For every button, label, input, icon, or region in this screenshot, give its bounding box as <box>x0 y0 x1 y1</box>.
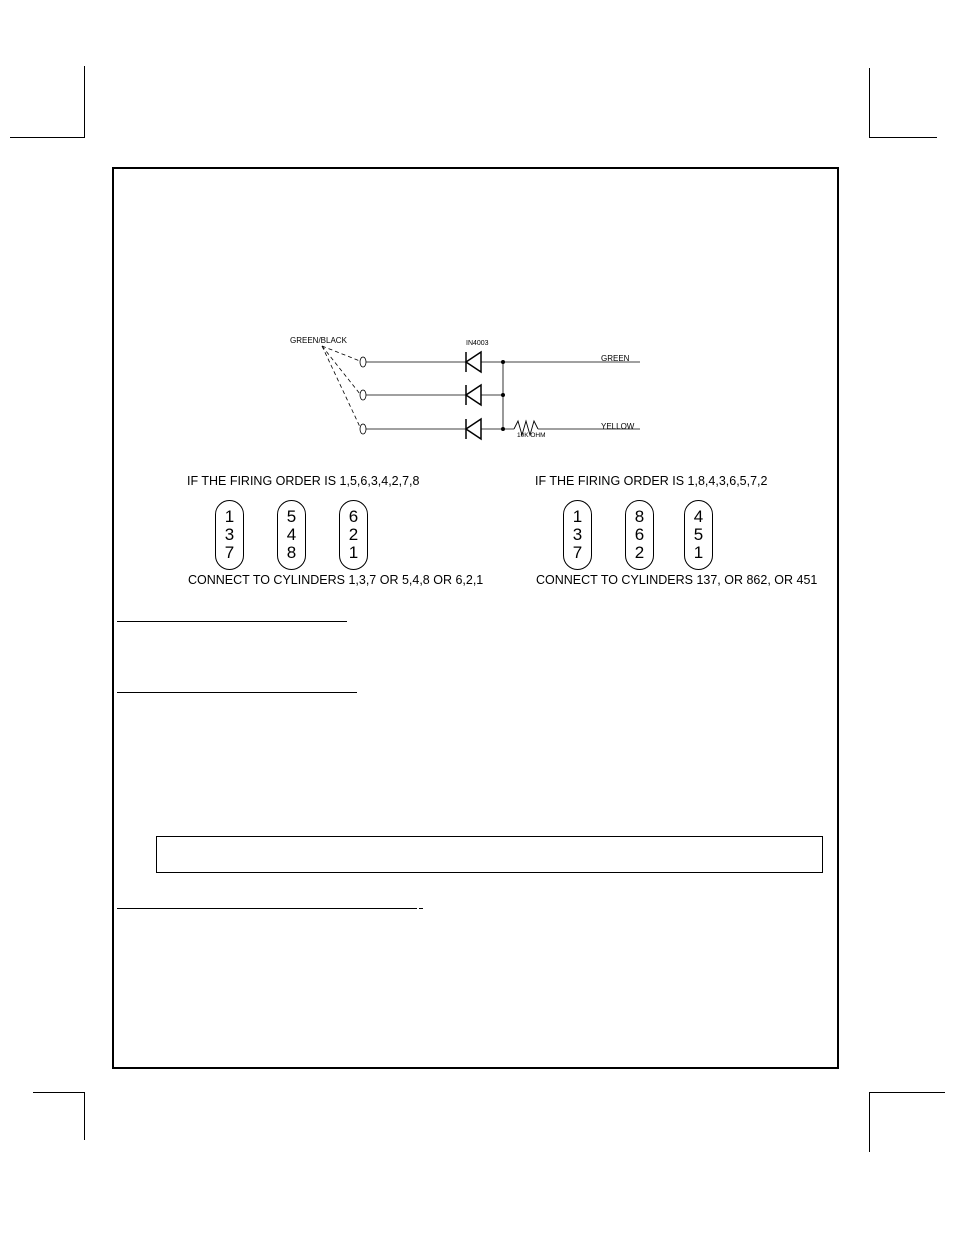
diode-2-icon <box>466 385 481 405</box>
right-cylinder-group-2: 8 6 2 <box>625 500 654 570</box>
diode-3-icon <box>466 419 481 439</box>
left-firing-order-heading: IF THE FIRING ORDER IS 1,5,6,3,4,2,7,8 <box>187 474 420 488</box>
right-cylinder-group-1: 1 3 7 <box>563 500 592 570</box>
section-rule-2 <box>117 692 357 693</box>
green-black-label: GREEN/BLACK <box>290 336 347 345</box>
left-cylinder-group-3: 6 2 1 <box>339 500 368 570</box>
left-cylinder-group-2: 5 4 8 <box>277 500 306 570</box>
resistor-label: 10K OHM <box>517 432 546 439</box>
yellow-wire-label: YELLOW <box>601 422 635 431</box>
left-connect-instruction: CONNECT TO CYLINDERS 1,3,7 OR 5,4,8 OR 6,2,1 <box>188 573 484 587</box>
section-rule-3 <box>117 908 417 909</box>
diode-1-icon <box>466 352 481 372</box>
diode-label: IN4003 <box>466 340 489 347</box>
green-wire-label: GREEN <box>601 354 630 363</box>
notice-box <box>156 836 823 873</box>
section-rule-1 <box>117 621 347 622</box>
right-firing-order-heading: IF THE FIRING ORDER IS 1,8,4,3,6,5,7,2 <box>535 474 768 488</box>
right-cylinder-group-3: 4 5 1 <box>684 500 713 570</box>
left-cylinder-group-1: 1 3 7 <box>215 500 244 570</box>
right-connect-instruction: CONNECT TO CYLINDERS 137, OR 862, OR 451 <box>536 573 818 587</box>
section-rule-3-tail <box>419 908 423 909</box>
